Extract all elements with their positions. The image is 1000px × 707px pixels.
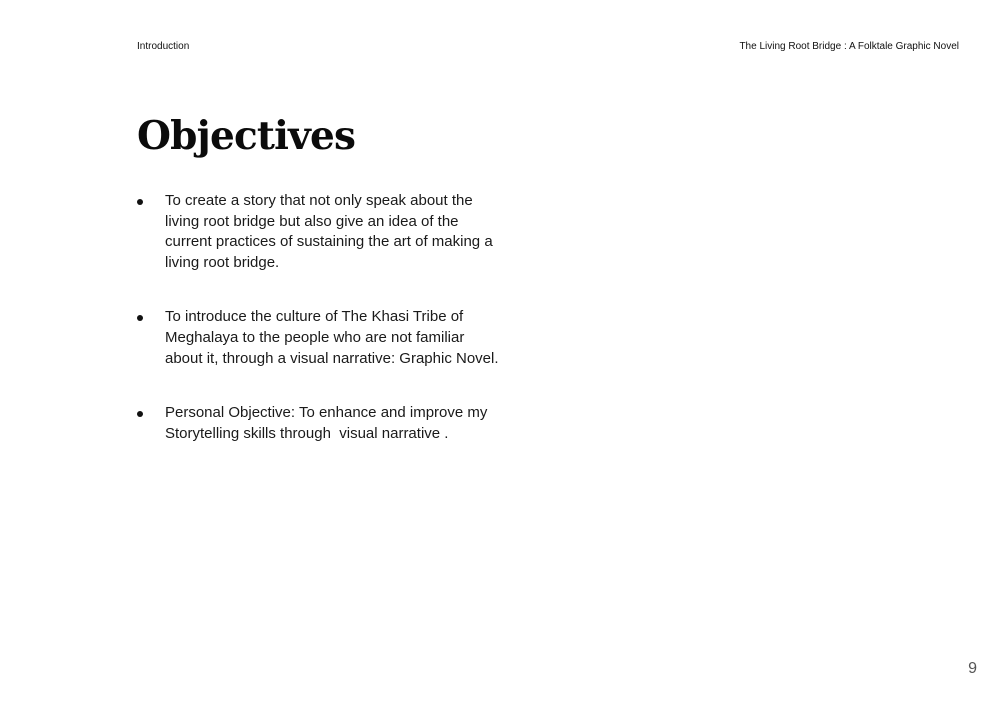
section-label: Introduction: [137, 41, 190, 52]
objective-item: [137, 191, 517, 273]
objectives-list: [137, 191, 517, 444]
page-number: 9: [968, 660, 977, 677]
objective-text: To create a story that not only speak about the living root bridge but also give an idea of the current practices of sustaining the art of making a living root bridge.: [165, 192, 493, 271]
book-title: The Living Root Bridge : A Folktale Graphic Novel: [739, 41, 959, 52]
objective-item: [137, 403, 517, 444]
bullet-icon: [137, 199, 143, 205]
page-title: Objectives: [137, 113, 356, 159]
objective-text: Personal Objective: To enhance and improve my Storytelling skills through visual narrative .: [165, 404, 488, 442]
bullet-icon: [137, 411, 143, 417]
objective-item: [137, 307, 517, 369]
bullet-icon: [137, 315, 143, 321]
objective-text: To introduce the culture of The Khasi Tribe of Meghalaya to the people who are not familiar about it, through a visual narrative: Graphic Novel.: [165, 308, 499, 367]
